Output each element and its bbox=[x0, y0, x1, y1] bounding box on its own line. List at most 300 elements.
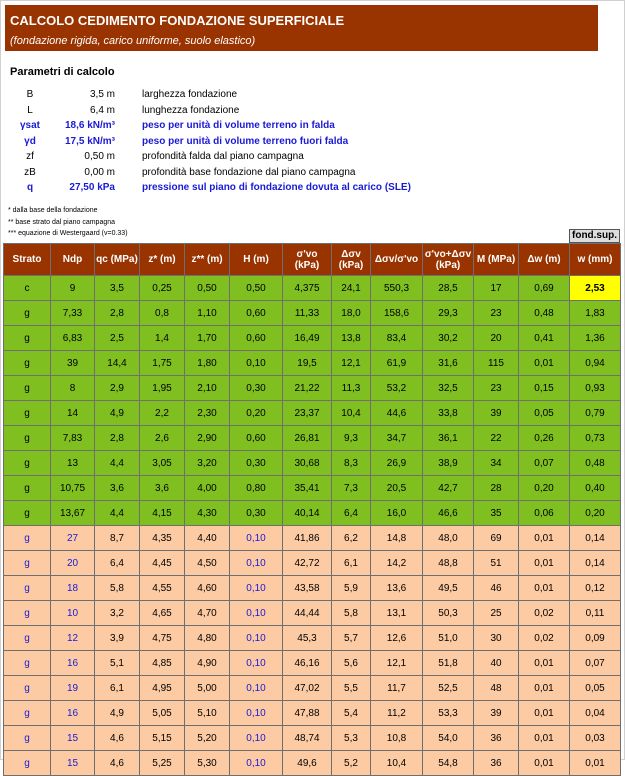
table-cell: 12,6 bbox=[371, 626, 423, 651]
column-header: Δσv (kPa) bbox=[332, 244, 371, 276]
table-cell: 33,8 bbox=[423, 401, 474, 426]
table-cell: 54,0 bbox=[423, 726, 474, 751]
table-cell: 30 bbox=[474, 626, 519, 651]
table-cell: 1,95 bbox=[140, 376, 185, 401]
table-cell: g bbox=[4, 601, 51, 626]
table-cell: 43,58 bbox=[283, 576, 332, 601]
param-description: peso per unità di volume terreno in falda bbox=[142, 120, 335, 131]
table-cell: 5,8 bbox=[95, 576, 140, 601]
table-cell: 0,03 bbox=[570, 726, 621, 751]
param-value: 6,4 m bbox=[89, 104, 115, 116]
table-row bbox=[4, 576, 621, 601]
table-cell: 53,3 bbox=[423, 701, 474, 726]
param-value: 17,5 kN/m³ bbox=[64, 135, 115, 147]
table-cell: g bbox=[4, 301, 51, 326]
table-cell: 41,86 bbox=[283, 526, 332, 551]
table-cell: 0,60 bbox=[230, 426, 283, 451]
param-symbol: L bbox=[27, 104, 33, 116]
param-description: profondità base fondazione dal piano campagna bbox=[142, 166, 356, 178]
param-symbol: B bbox=[26, 89, 34, 100]
column-header: z* (m) bbox=[140, 244, 185, 276]
table-body bbox=[4, 276, 621, 776]
table-cell: 17 bbox=[474, 276, 519, 301]
table-cell: 0,09 bbox=[570, 626, 621, 651]
table-row bbox=[4, 726, 621, 751]
table-cell: 0,48 bbox=[570, 451, 621, 476]
table-cell: 0,20 bbox=[230, 401, 283, 426]
table-cell: 5,25 bbox=[140, 751, 185, 776]
table-cell: 46,6 bbox=[423, 501, 474, 526]
table-cell: 46 bbox=[474, 576, 519, 601]
table-cell: 2,5 bbox=[95, 326, 140, 351]
table-cell: 8,3 bbox=[332, 451, 371, 476]
table-row bbox=[4, 751, 621, 776]
title-banner bbox=[5, 5, 598, 51]
table-cell: 0,01 bbox=[519, 551, 570, 576]
table-cell: 4,95 bbox=[140, 676, 185, 701]
table-cell: 4,90 bbox=[185, 651, 230, 676]
table-cell: 9,3 bbox=[332, 426, 371, 451]
column-header: Ndp bbox=[51, 244, 95, 276]
table-cell: 0,60 bbox=[230, 326, 283, 351]
table-cell: 2,8 bbox=[95, 301, 140, 326]
table-cell: 0,80 bbox=[230, 476, 283, 501]
table-cell: 5,8 bbox=[332, 601, 371, 626]
table-cell: 0,41 bbox=[519, 326, 570, 351]
table-cell: 14,2 bbox=[371, 551, 423, 576]
table-cell: 35,41 bbox=[283, 476, 332, 501]
table-cell: 54,8 bbox=[423, 751, 474, 776]
table-cell: 47,02 bbox=[283, 676, 332, 701]
table-cell: 4,6 bbox=[95, 751, 140, 776]
table-cell: 12,1 bbox=[332, 351, 371, 376]
table-cell: 1,83 bbox=[570, 301, 621, 326]
table-cell: 0,01 bbox=[519, 726, 570, 751]
table-cell: 51,8 bbox=[423, 651, 474, 676]
table-cell: 22 bbox=[474, 426, 519, 451]
table-cell: 83,4 bbox=[371, 326, 423, 351]
table-cell: 16,49 bbox=[283, 326, 332, 351]
table-cell: 0,02 bbox=[519, 626, 570, 651]
table-cell: 35 bbox=[474, 501, 519, 526]
table-cell: 23,37 bbox=[283, 401, 332, 426]
table-cell: 0,73 bbox=[570, 426, 621, 451]
total-settlement-cell: 2,53 bbox=[570, 276, 621, 301]
table-cell: 8 bbox=[51, 376, 95, 401]
column-header: qc (MPa) bbox=[95, 244, 140, 276]
table-cell: 4,4 bbox=[95, 501, 140, 526]
table-cell: 4,40 bbox=[185, 526, 230, 551]
table-cell: 21,22 bbox=[283, 376, 332, 401]
table-row bbox=[4, 476, 621, 501]
table-cell: 0,05 bbox=[519, 401, 570, 426]
table-cell: 0,14 bbox=[570, 551, 621, 576]
table-cell: 6,4 bbox=[95, 551, 140, 576]
table-cell: 7,83 bbox=[51, 426, 95, 451]
table-cell: 4,60 bbox=[185, 576, 230, 601]
table-cell: 5,7 bbox=[332, 626, 371, 651]
table-row bbox=[4, 501, 621, 526]
table-cell: 2,10 bbox=[185, 376, 230, 401]
table-row bbox=[4, 651, 621, 676]
table-cell: 7,3 bbox=[332, 476, 371, 501]
table-cell: 3,2 bbox=[95, 601, 140, 626]
table-row bbox=[4, 401, 621, 426]
column-header: Δσv/σ'vo bbox=[371, 244, 423, 276]
table-cell: 10,8 bbox=[371, 726, 423, 751]
table-cell: 0,10 bbox=[230, 526, 283, 551]
table-cell: 4,9 bbox=[95, 701, 140, 726]
table-cell: c bbox=[4, 276, 51, 301]
table-cell: 11,7 bbox=[371, 676, 423, 701]
table-cell: 36 bbox=[474, 751, 519, 776]
table-cell: 20 bbox=[474, 326, 519, 351]
table-cell: 0,15 bbox=[519, 376, 570, 401]
param-symbol: γsat bbox=[19, 120, 40, 131]
table-cell: 0,10 bbox=[230, 651, 283, 676]
table-cell: 42,7 bbox=[423, 476, 474, 501]
table-cell: 0,30 bbox=[230, 451, 283, 476]
table-cell: g bbox=[4, 526, 51, 551]
table-cell: 3,6 bbox=[140, 476, 185, 501]
table-cell: 0,93 bbox=[570, 376, 621, 401]
table-cell: 46,16 bbox=[283, 651, 332, 676]
table-cell: 30,68 bbox=[283, 451, 332, 476]
table-row bbox=[4, 301, 621, 326]
table-cell: 4,70 bbox=[185, 601, 230, 626]
table-cell: g bbox=[4, 626, 51, 651]
table-cell: g bbox=[4, 701, 51, 726]
table-cell: 0,10 bbox=[230, 701, 283, 726]
column-header: Strato bbox=[4, 244, 51, 276]
table-cell: 0,07 bbox=[570, 651, 621, 676]
table-cell: 0,25 bbox=[140, 276, 185, 301]
table-cell: 0,01 bbox=[519, 576, 570, 601]
table-cell: 4,80 bbox=[185, 626, 230, 651]
table-cell: 40,14 bbox=[283, 501, 332, 526]
table-cell: 30,2 bbox=[423, 326, 474, 351]
column-header: M (MPa) bbox=[474, 244, 519, 276]
table-cell: 5,4 bbox=[332, 701, 371, 726]
table-cell: 0,10 bbox=[230, 751, 283, 776]
table-cell: 4,85 bbox=[140, 651, 185, 676]
table-cell: 0,12 bbox=[570, 576, 621, 601]
table-cell: 14 bbox=[51, 401, 95, 426]
table-cell: 27 bbox=[51, 526, 95, 551]
table-cell: 32,5 bbox=[423, 376, 474, 401]
table-cell: 0,14 bbox=[570, 526, 621, 551]
table-cell: g bbox=[4, 401, 51, 426]
footnotes bbox=[8, 205, 128, 240]
param-symbol: zB bbox=[24, 166, 36, 178]
table-cell: 5,5 bbox=[332, 676, 371, 701]
table-cell: 18,0 bbox=[332, 301, 371, 326]
table-cell: g bbox=[4, 326, 51, 351]
table-cell: 6,4 bbox=[332, 501, 371, 526]
table-cell: 2,6 bbox=[140, 426, 185, 451]
table-cell: 0,40 bbox=[570, 476, 621, 501]
table-cell: 0,01 bbox=[519, 676, 570, 701]
table-cell: 0,01 bbox=[519, 351, 570, 376]
table-cell: 7,33 bbox=[51, 301, 95, 326]
table-cell: 5,6 bbox=[332, 651, 371, 676]
table-cell: 47,88 bbox=[283, 701, 332, 726]
table-cell: 16,0 bbox=[371, 501, 423, 526]
table-cell: g bbox=[4, 651, 51, 676]
table-cell: 4,35 bbox=[140, 526, 185, 551]
table-cell: 0,11 bbox=[570, 601, 621, 626]
table-cell: 11,2 bbox=[371, 701, 423, 726]
table-cell: 44,6 bbox=[371, 401, 423, 426]
table-cell: 4,375 bbox=[283, 276, 332, 301]
table-cell: 4,75 bbox=[140, 626, 185, 651]
table-cell: g bbox=[4, 476, 51, 501]
table-cell: 0,01 bbox=[519, 701, 570, 726]
table-cell: 0,8 bbox=[140, 301, 185, 326]
table-cell: 1,75 bbox=[140, 351, 185, 376]
table-row bbox=[4, 526, 621, 551]
table-cell: 49,6 bbox=[283, 751, 332, 776]
table-cell: 20,5 bbox=[371, 476, 423, 501]
table-cell: 0,06 bbox=[519, 501, 570, 526]
table-cell: 12,1 bbox=[371, 651, 423, 676]
table-cell: 5,3 bbox=[332, 726, 371, 751]
params-title: Parametri di calcolo bbox=[10, 66, 115, 78]
table-cell: 39 bbox=[474, 401, 519, 426]
table-cell: 20 bbox=[51, 551, 95, 576]
table-cell: 1,70 bbox=[185, 326, 230, 351]
footnote: ** base strato dal piano campagna bbox=[8, 218, 116, 226]
table-cell: 2,8 bbox=[95, 426, 140, 451]
table-cell: 18 bbox=[51, 576, 95, 601]
table-cell: 0,10 bbox=[230, 601, 283, 626]
table-cell: 5,30 bbox=[185, 751, 230, 776]
table-cell: 10,4 bbox=[332, 401, 371, 426]
table-cell: 11,3 bbox=[332, 376, 371, 401]
table-cell: 48,74 bbox=[283, 726, 332, 751]
table-cell: 28 bbox=[474, 476, 519, 501]
footnote: *** equazione di Westergaard (v=0.33) bbox=[8, 230, 128, 237]
table-cell: 2,2 bbox=[140, 401, 185, 426]
table-cell: g bbox=[4, 551, 51, 576]
table-cell: 0,10 bbox=[230, 576, 283, 601]
table-cell: 0,79 bbox=[570, 401, 621, 426]
table-cell: 1,4 bbox=[140, 326, 185, 351]
table-cell: 19,5 bbox=[283, 351, 332, 376]
table-cell: 14,8 bbox=[371, 526, 423, 551]
table-row bbox=[4, 626, 621, 651]
table-cell: 0,01 bbox=[519, 751, 570, 776]
table-cell: g bbox=[4, 351, 51, 376]
table-cell: 5,15 bbox=[140, 726, 185, 751]
table-cell: 44,44 bbox=[283, 601, 332, 626]
table-cell: 9 bbox=[51, 276, 95, 301]
table-cell: g bbox=[4, 451, 51, 476]
table-cell: 2,90 bbox=[185, 426, 230, 451]
table-cell: 0,30 bbox=[230, 501, 283, 526]
table-cell: 49,5 bbox=[423, 576, 474, 601]
table-cell: 0,20 bbox=[519, 476, 570, 501]
table-cell: 4,6 bbox=[95, 726, 140, 751]
param-description: peso per unità di volume terreno fuori falda bbox=[142, 135, 349, 147]
param-value: 27,50 kPa bbox=[69, 182, 115, 193]
table-cell: g bbox=[4, 726, 51, 751]
table-cell: 34,7 bbox=[371, 426, 423, 451]
table-cell: 36 bbox=[474, 726, 519, 751]
table-row bbox=[4, 551, 621, 576]
table-cell: 45,3 bbox=[283, 626, 332, 651]
table-cell: 1,80 bbox=[185, 351, 230, 376]
column-header: w (mm) bbox=[570, 244, 621, 276]
table-row bbox=[4, 376, 621, 401]
table-cell: 28,5 bbox=[423, 276, 474, 301]
table-cell: 23 bbox=[474, 301, 519, 326]
table-row bbox=[4, 276, 621, 301]
table-cell: 0,10 bbox=[230, 626, 283, 651]
table-cell: 4,45 bbox=[140, 551, 185, 576]
table-cell: 5,10 bbox=[185, 701, 230, 726]
table-cell: 0,01 bbox=[519, 526, 570, 551]
param-value: 0,50 m bbox=[84, 151, 115, 162]
table-row bbox=[4, 351, 621, 376]
table-row bbox=[4, 326, 621, 351]
table-cell: 115 bbox=[474, 351, 519, 376]
table-cell: 39 bbox=[474, 701, 519, 726]
table-cell: 3,20 bbox=[185, 451, 230, 476]
table-cell: 0,69 bbox=[519, 276, 570, 301]
footnote: * dalla base della fondazione bbox=[8, 207, 98, 214]
table-row bbox=[4, 701, 621, 726]
table-cell: 16 bbox=[51, 651, 95, 676]
table-cell: 6,83 bbox=[51, 326, 95, 351]
table-cell: g bbox=[4, 676, 51, 701]
table-cell: 52,5 bbox=[423, 676, 474, 701]
table-cell: 0,50 bbox=[185, 276, 230, 301]
table-cell: 38,9 bbox=[423, 451, 474, 476]
param-description: pressione sul piano di fondazione dovuta al carico (SLE) bbox=[142, 182, 411, 193]
table-cell: 0,05 bbox=[570, 676, 621, 701]
table-cell: 25 bbox=[474, 601, 519, 626]
table-cell: 0,26 bbox=[519, 426, 570, 451]
table-row bbox=[4, 426, 621, 451]
table-cell: 10,75 bbox=[51, 476, 95, 501]
table-cell: 51,0 bbox=[423, 626, 474, 651]
param-symbol: q bbox=[26, 182, 34, 193]
table-cell: 61,9 bbox=[371, 351, 423, 376]
table-cell: 4,65 bbox=[140, 601, 185, 626]
column-header: σ'vo (kPa) bbox=[283, 244, 332, 276]
table-row bbox=[4, 601, 621, 626]
column-header: σ'vo+Δσv (kPa) bbox=[423, 244, 474, 276]
table-cell: 0,60 bbox=[230, 301, 283, 326]
table-cell: 2,9 bbox=[95, 376, 140, 401]
table-cell: 29,3 bbox=[423, 301, 474, 326]
table-cell: 36,1 bbox=[423, 426, 474, 451]
table-cell: 19 bbox=[51, 676, 95, 701]
table-cell: 1,36 bbox=[570, 326, 621, 351]
table-cell: g bbox=[4, 501, 51, 526]
table-cell: 48 bbox=[474, 676, 519, 701]
table-cell: 16 bbox=[51, 701, 95, 726]
table-cell: 5,00 bbox=[185, 676, 230, 701]
table-cell: 0,04 bbox=[570, 701, 621, 726]
table-cell: 0,30 bbox=[230, 376, 283, 401]
param-symbol: γd bbox=[24, 135, 36, 147]
param-symbol: zf bbox=[26, 151, 34, 162]
table-cell: 10,4 bbox=[371, 751, 423, 776]
page-subtitle: (fondazione rigida, carico uniforme, suolo elastico) bbox=[10, 35, 256, 47]
table-cell: 0,20 bbox=[570, 501, 621, 526]
table-cell: 51 bbox=[474, 551, 519, 576]
table-cell: 0,94 bbox=[570, 351, 621, 376]
param-value: 3,5 m bbox=[89, 89, 115, 100]
table-cell: 3,6 bbox=[95, 476, 140, 501]
table-cell: 26,9 bbox=[371, 451, 423, 476]
fond-sup-label: fond.sup. bbox=[569, 229, 620, 243]
table-cell: 12 bbox=[51, 626, 95, 651]
table-cell: 3,9 bbox=[95, 626, 140, 651]
table-cell: 0,10 bbox=[230, 351, 283, 376]
table-cell: 15 bbox=[51, 726, 95, 751]
table-cell: 53,2 bbox=[371, 376, 423, 401]
table-cell: 13 bbox=[51, 451, 95, 476]
param-description: lunghezza fondazione bbox=[142, 104, 240, 116]
table-cell: 5,20 bbox=[185, 726, 230, 751]
table-cell: 4,9 bbox=[95, 401, 140, 426]
table-cell: 4,55 bbox=[140, 576, 185, 601]
settlement-table bbox=[3, 243, 621, 776]
table-cell: 69 bbox=[474, 526, 519, 551]
table-cell: 13,8 bbox=[332, 326, 371, 351]
column-header: Δw (m) bbox=[519, 244, 570, 276]
table-cell: 550,3 bbox=[371, 276, 423, 301]
param-value: 18,6 kN/m³ bbox=[64, 120, 115, 131]
table-cell: 5,2 bbox=[332, 751, 371, 776]
table-cell: 24,1 bbox=[332, 276, 371, 301]
table-cell: 4,4 bbox=[95, 451, 140, 476]
table-cell: g bbox=[4, 576, 51, 601]
table-cell: 6,1 bbox=[95, 676, 140, 701]
table-cell: 23 bbox=[474, 376, 519, 401]
table-cell: 4,00 bbox=[185, 476, 230, 501]
table-cell: g bbox=[4, 426, 51, 451]
table-cell: 14,4 bbox=[95, 351, 140, 376]
table-row bbox=[4, 676, 621, 701]
table-cell: 0,10 bbox=[230, 551, 283, 576]
table-header-row bbox=[4, 244, 621, 276]
table-cell: 1,10 bbox=[185, 301, 230, 326]
table-cell: 11,33 bbox=[283, 301, 332, 326]
table-cell: 3,05 bbox=[140, 451, 185, 476]
table-cell: 4,30 bbox=[185, 501, 230, 526]
param-description: larghezza fondazione bbox=[142, 89, 238, 100]
table-cell: 39 bbox=[51, 351, 95, 376]
table-cell: 0,02 bbox=[519, 601, 570, 626]
table-cell: 5,9 bbox=[332, 576, 371, 601]
table-cell: 4,50 bbox=[185, 551, 230, 576]
table-row bbox=[4, 451, 621, 476]
table-cell: 26,81 bbox=[283, 426, 332, 451]
table-cell: g bbox=[4, 751, 51, 776]
table-cell: 4,15 bbox=[140, 501, 185, 526]
table-cell: 6,1 bbox=[332, 551, 371, 576]
table-cell: 40 bbox=[474, 651, 519, 676]
table-cell: 0,10 bbox=[230, 726, 283, 751]
table-cell: 8,7 bbox=[95, 526, 140, 551]
table-cell: 15 bbox=[51, 751, 95, 776]
column-header: H (m) bbox=[230, 244, 283, 276]
table-cell: 158,6 bbox=[371, 301, 423, 326]
